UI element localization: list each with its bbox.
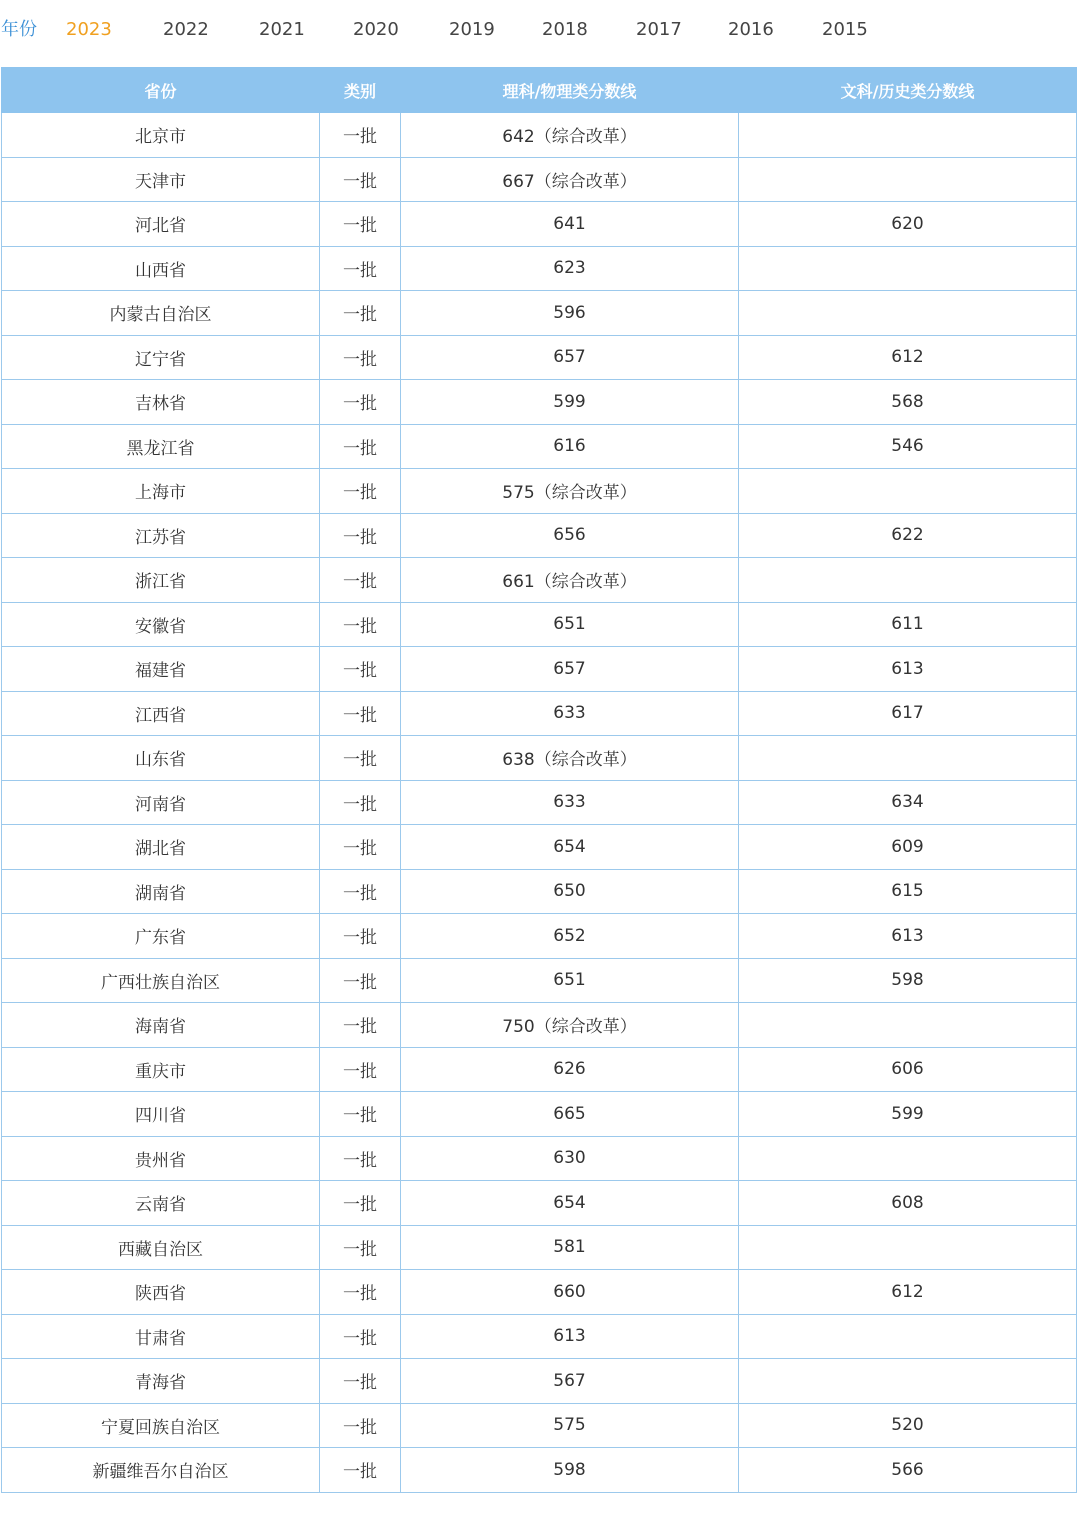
table-row — [2, 691, 1077, 736]
province-cell: 浙江省 — [2, 558, 320, 603]
category-cell: 一批 — [320, 691, 401, 736]
liberal-arts-score-cell: 615 — [739, 869, 1077, 914]
province-cell: 青海省 — [2, 1359, 320, 1404]
category-cell: 一批 — [320, 1181, 401, 1226]
province-cell: 天津市 — [2, 157, 320, 202]
science-score-cell: 633 — [401, 691, 739, 736]
province-cell: 上海市 — [2, 469, 320, 514]
year-tab-2017[interactable]: 2017 — [636, 19, 682, 40]
year-tab-2016[interactable]: 2016 — [728, 19, 774, 40]
province-cell: 重庆市 — [2, 1047, 320, 1092]
province-cell: 陕西省 — [2, 1270, 320, 1315]
table-row — [2, 202, 1077, 247]
province-cell: 新疆维吾尔自治区 — [2, 1448, 320, 1493]
table-row — [2, 380, 1077, 425]
table-row — [2, 1181, 1077, 1226]
category-cell: 一批 — [320, 780, 401, 825]
liberal-arts-score-cell: 546 — [739, 424, 1077, 469]
science-score-cell: 596 — [401, 291, 739, 336]
province-cell: 北京市 — [2, 113, 320, 158]
province-cell: 黑龙江省 — [2, 424, 320, 469]
year-tab-2023[interactable]: 2023 — [66, 19, 112, 40]
science-score-cell: 665 — [401, 1092, 739, 1137]
table-row — [2, 1136, 1077, 1181]
province-cell: 宁夏回族自治区 — [2, 1403, 320, 1448]
liberal-arts-score-cell: 599 — [739, 1092, 1077, 1137]
table-row — [2, 602, 1077, 647]
table-row — [2, 958, 1077, 1003]
science-score-cell: 616 — [401, 424, 739, 469]
liberal-arts-score-cell: 606 — [739, 1047, 1077, 1092]
category-cell: 一批 — [320, 914, 401, 959]
category-cell: 一批 — [320, 602, 401, 647]
liberal-arts-score-cell — [739, 157, 1077, 202]
liberal-arts-score-cell: 613 — [739, 647, 1077, 692]
province-cell: 山西省 — [2, 246, 320, 291]
liberal-arts-score-cell — [739, 291, 1077, 336]
year-tab-2015[interactable]: 2015 — [822, 19, 868, 40]
liberal-arts-score-cell: 612 — [739, 335, 1077, 380]
table-row — [2, 335, 1077, 380]
category-cell: 一批 — [320, 1092, 401, 1137]
table-row — [2, 1448, 1077, 1493]
liberal-arts-score-cell: 620 — [739, 202, 1077, 247]
province-cell: 广东省 — [2, 914, 320, 959]
category-cell: 一批 — [320, 825, 401, 870]
category-cell: 一批 — [320, 157, 401, 202]
table-row — [2, 869, 1077, 914]
year-label: 年份 — [1, 19, 37, 40]
science-score-cell: 667（综合改革） — [401, 157, 739, 202]
category-cell: 一批 — [320, 558, 401, 603]
category-cell: 一批 — [320, 1136, 401, 1181]
liberal-arts-score-cell — [739, 1003, 1077, 1048]
score-table — [1, 67, 1077, 1493]
science-score-cell: 652 — [401, 914, 739, 959]
science-score-cell: 613 — [401, 1314, 739, 1359]
liberal-arts-score-cell — [739, 736, 1077, 781]
category-cell: 一批 — [320, 1403, 401, 1448]
category-cell: 一批 — [320, 424, 401, 469]
province-cell: 湖北省 — [2, 825, 320, 870]
liberal-arts-score-cell: 608 — [739, 1181, 1077, 1226]
liberal-arts-score-cell: 634 — [739, 780, 1077, 825]
table-body — [2, 113, 1077, 1493]
liberal-arts-score-cell — [739, 246, 1077, 291]
liberal-arts-score-cell: 598 — [739, 958, 1077, 1003]
province-cell: 河南省 — [2, 780, 320, 825]
header-liberal-arts-score: 文科/历史类分数线 — [739, 68, 1077, 113]
category-cell: 一批 — [320, 869, 401, 914]
table-row — [2, 113, 1077, 158]
table-row — [2, 736, 1077, 781]
science-score-cell: 642（综合改革） — [401, 113, 739, 158]
category-cell: 一批 — [320, 1047, 401, 1092]
liberal-arts-score-cell — [739, 1359, 1077, 1404]
category-cell: 一批 — [320, 1448, 401, 1493]
province-cell: 内蒙古自治区 — [2, 291, 320, 336]
province-cell: 河北省 — [2, 202, 320, 247]
year-tab-2019[interactable]: 2019 — [449, 19, 495, 40]
province-cell: 湖南省 — [2, 869, 320, 914]
table-row — [2, 1270, 1077, 1315]
table-row — [2, 1225, 1077, 1270]
category-cell: 一批 — [320, 647, 401, 692]
header-science-score: 理科/物理类分数线 — [401, 68, 739, 113]
category-cell: 一批 — [320, 202, 401, 247]
province-cell: 辽宁省 — [2, 335, 320, 380]
science-score-cell: 654 — [401, 825, 739, 870]
science-score-cell: 651 — [401, 958, 739, 1003]
table-row — [2, 1047, 1077, 1092]
science-score-cell: 567 — [401, 1359, 739, 1404]
science-score-cell: 651 — [401, 602, 739, 647]
science-score-cell: 638（综合改革） — [401, 736, 739, 781]
table-row — [2, 469, 1077, 514]
table-row — [2, 1403, 1077, 1448]
category-cell: 一批 — [320, 1314, 401, 1359]
liberal-arts-score-cell — [739, 469, 1077, 514]
province-cell: 山东省 — [2, 736, 320, 781]
liberal-arts-score-cell: 611 — [739, 602, 1077, 647]
province-cell: 海南省 — [2, 1003, 320, 1048]
category-cell: 一批 — [320, 958, 401, 1003]
liberal-arts-score-cell — [739, 1136, 1077, 1181]
category-cell: 一批 — [320, 736, 401, 781]
province-cell: 广西壮族自治区 — [2, 958, 320, 1003]
table-row — [2, 1092, 1077, 1137]
liberal-arts-score-cell — [739, 558, 1077, 603]
category-cell: 一批 — [320, 1003, 401, 1048]
table-header-row — [2, 68, 1077, 113]
science-score-cell: 599 — [401, 380, 739, 425]
table-row — [2, 1003, 1077, 1048]
science-score-cell: 656 — [401, 513, 739, 558]
category-cell: 一批 — [320, 1270, 401, 1315]
science-score-cell: 575 — [401, 1403, 739, 1448]
category-cell: 一批 — [320, 1225, 401, 1270]
science-score-cell: 657 — [401, 335, 739, 380]
table-row — [2, 246, 1077, 291]
year-selector — [0, 0, 1080, 62]
table-row — [2, 647, 1077, 692]
table-row — [2, 1359, 1077, 1404]
table-row — [2, 291, 1077, 336]
liberal-arts-score-cell: 613 — [739, 914, 1077, 959]
category-cell: 一批 — [320, 113, 401, 158]
table-row — [2, 1314, 1077, 1359]
province-cell: 安徽省 — [2, 602, 320, 647]
science-score-cell: 581 — [401, 1225, 739, 1270]
table-row — [2, 780, 1077, 825]
province-cell: 西藏自治区 — [2, 1225, 320, 1270]
province-cell: 甘肃省 — [2, 1314, 320, 1359]
liberal-arts-score-cell: 617 — [739, 691, 1077, 736]
liberal-arts-score-cell: 520 — [739, 1403, 1077, 1448]
year-tab-2020[interactable]: 2020 — [353, 19, 399, 40]
category-cell: 一批 — [320, 291, 401, 336]
science-score-cell: 654 — [401, 1181, 739, 1226]
science-score-cell: 633 — [401, 780, 739, 825]
category-cell: 一批 — [320, 513, 401, 558]
province-cell: 云南省 — [2, 1181, 320, 1226]
province-cell: 福建省 — [2, 647, 320, 692]
table-row — [2, 825, 1077, 870]
header-province: 省份 — [2, 68, 320, 113]
category-cell: 一批 — [320, 380, 401, 425]
category-cell: 一批 — [320, 246, 401, 291]
province-cell: 吉林省 — [2, 380, 320, 425]
year-tab-2018[interactable]: 2018 — [542, 19, 588, 40]
liberal-arts-score-cell: 609 — [739, 825, 1077, 870]
category-cell: 一批 — [320, 335, 401, 380]
liberal-arts-score-cell: 566 — [739, 1448, 1077, 1493]
province-cell: 四川省 — [2, 1092, 320, 1137]
liberal-arts-score-cell: 612 — [739, 1270, 1077, 1315]
liberal-arts-score-cell: 568 — [739, 380, 1077, 425]
province-cell: 江西省 — [2, 691, 320, 736]
science-score-cell: 598 — [401, 1448, 739, 1493]
liberal-arts-score-cell — [739, 1314, 1077, 1359]
category-cell: 一批 — [320, 469, 401, 514]
table-row — [2, 914, 1077, 959]
table-row — [2, 513, 1077, 558]
science-score-cell: 750（综合改革） — [401, 1003, 739, 1048]
liberal-arts-score-cell — [739, 113, 1077, 158]
science-score-cell: 630 — [401, 1136, 739, 1181]
liberal-arts-score-cell — [739, 1225, 1077, 1270]
year-tab-2021[interactable]: 2021 — [259, 19, 305, 40]
science-score-cell: 623 — [401, 246, 739, 291]
province-cell: 贵州省 — [2, 1136, 320, 1181]
liberal-arts-score-cell: 622 — [739, 513, 1077, 558]
province-cell: 江苏省 — [2, 513, 320, 558]
category-cell: 一批 — [320, 1359, 401, 1404]
table-row — [2, 157, 1077, 202]
table-row — [2, 424, 1077, 469]
science-score-cell: 657 — [401, 647, 739, 692]
science-score-cell: 661（综合改革） — [401, 558, 739, 603]
header-category: 类别 — [320, 68, 401, 113]
science-score-cell: 575（综合改革） — [401, 469, 739, 514]
year-tab-2022[interactable]: 2022 — [163, 19, 209, 40]
science-score-cell: 626 — [401, 1047, 739, 1092]
science-score-cell: 650 — [401, 869, 739, 914]
table-row — [2, 558, 1077, 603]
science-score-cell: 641 — [401, 202, 739, 247]
science-score-cell: 660 — [401, 1270, 739, 1315]
